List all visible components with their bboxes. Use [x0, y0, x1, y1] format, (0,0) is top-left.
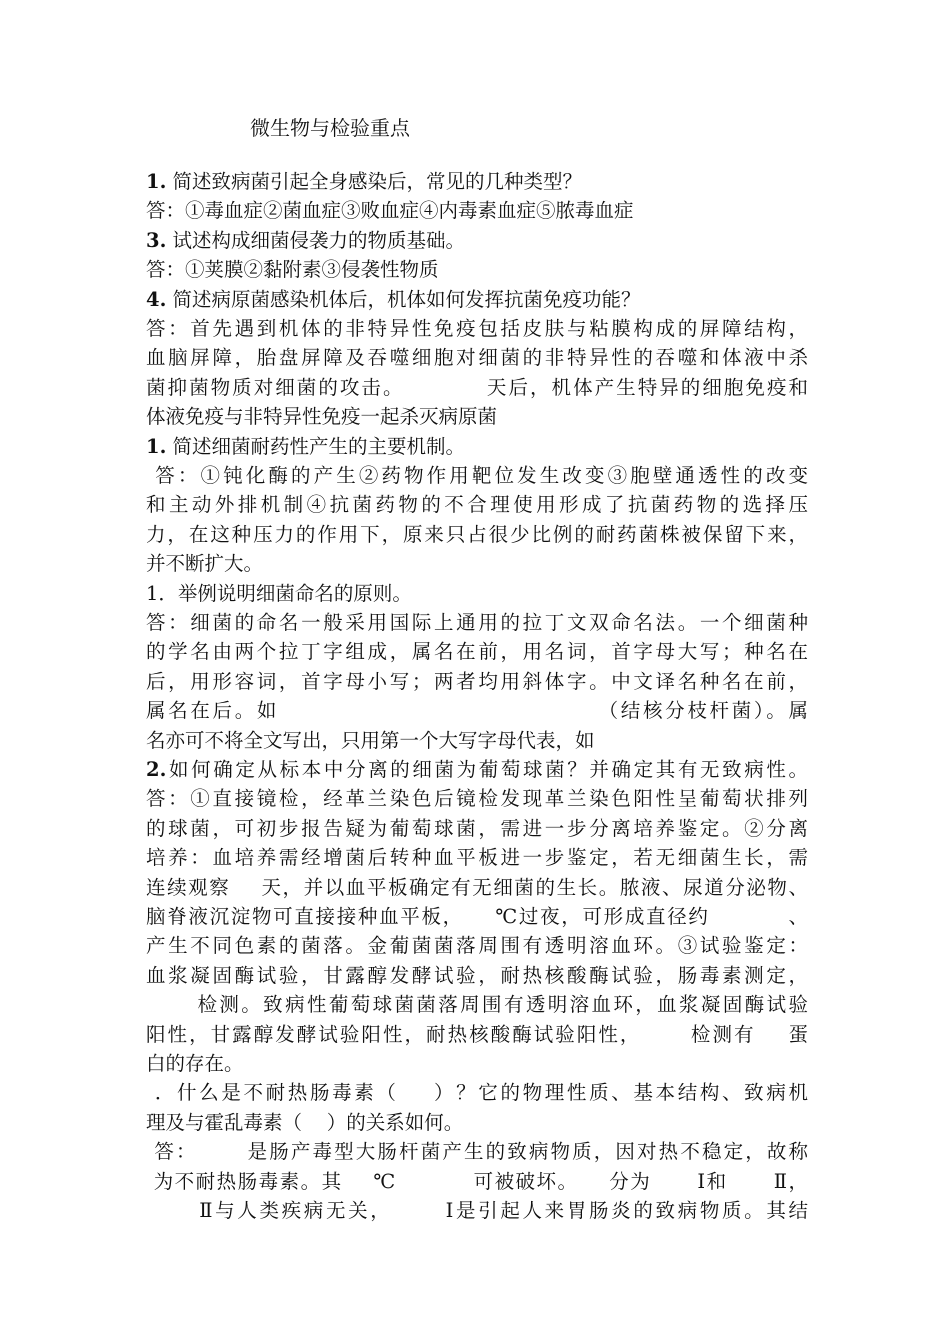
text-line: [146, 197, 634, 225]
text-line: [146, 1109, 463, 1137]
text-line: [146, 697, 808, 725]
text-line: [146, 815, 808, 843]
line-text: 答：首先遇到机体的非特异性免疫包括皮肤与粘膜构成的屏障结构，: [146, 317, 808, 340]
line-text: 的学名由两个拉丁字组成，属名在前，用名词，首字母大写；种名在: [146, 640, 808, 664]
text-line: [146, 168, 582, 196]
text-line: [146, 844, 808, 872]
line-text: 试述构成细菌侵袭力的物质基础。: [166, 228, 466, 252]
line-text: 血脑屏障，胎盘屏障及吞噬细胞对细菌的非特异性的吞噬和体液中杀: [146, 346, 808, 370]
text-line: [146, 315, 808, 343]
line-text: 和主动外排机制④抗菌药物的不合理使用形成了抗菌药物的选择压: [146, 493, 808, 517]
text-line: [146, 286, 641, 314]
line-text: Ⅱ与人类疾病无关， Ⅰ是引起人来胃肠炎的致病物质。其结: [146, 1199, 808, 1222]
line-text: 连续观察 天，并以血平板确定有无细菌的生长。脓液、尿道分泌物、: [146, 875, 808, 899]
text-line: [146, 433, 465, 461]
text-line: [146, 491, 808, 519]
text-line: [146, 785, 808, 813]
line-text: 答：①钝化酶的产生②药物作用靶位发生改变③胞壁通透性的改变: [146, 464, 808, 487]
text-line: [146, 462, 808, 490]
line-text: 后，用形容词，首字母小写；两者均用斜体字。中文译名种名在前，: [146, 669, 808, 693]
line-text: 培养：血培养需经增菌后转种血平板进一步鉴定，若无细菌生长，需: [146, 846, 808, 870]
line-text: 理及与霍乱毒素（ ）的关系如何。: [146, 1110, 464, 1134]
line-text: 血浆凝固酶试验，甘露醇发酵试验，耐热核酸酶试验，肠毒素测定，: [146, 963, 808, 987]
text-line: [146, 756, 808, 784]
line-text: 答：细菌的命名一般采用国际上通用的拉丁文双命名法。一个细菌种: [146, 611, 808, 634]
line-text: 答：①荚膜②黏附素③侵袭性物质: [146, 258, 439, 282]
text-line: [146, 668, 808, 696]
text-line: [146, 521, 808, 549]
line-text: 阳性，甘露醇发酵试验阳性，耐热核酸酶试验阳性， 检测有 蛋: [146, 1022, 808, 1046]
question-number: 1.: [146, 170, 167, 193]
text-line: [146, 962, 808, 990]
text-line: [146, 256, 439, 284]
text-line: [146, 903, 808, 931]
line-text: 如何确定从标本中分离的细菌为葡萄球菌？并确定其有无致病性。: [166, 758, 808, 781]
text-line: [146, 550, 263, 578]
text-line: [146, 727, 595, 755]
text-line: [146, 1050, 244, 1078]
text-line: [146, 932, 808, 960]
line-text: ．什么是不耐热肠毒素（ ）？它的物理性质、基本结构、致病机: [146, 1081, 808, 1105]
line-text: 并不断扩大。: [146, 552, 264, 576]
text-line: [146, 1168, 808, 1196]
line-text: 脑脊液沉淀物可直接接种血平板， ℃过夜，可形成直径约 、: [146, 905, 808, 928]
text-line: [146, 1197, 808, 1225]
text-line: [146, 1021, 808, 1049]
line-text: 体液免疫与非特异性免疫一起杀灭病原菌: [146, 405, 498, 429]
line-text: 白的存在。: [146, 1052, 244, 1075]
line-text: 简述细菌耐药性产生的主要机制。: [166, 434, 466, 458]
line-text: 简述致病菌引起全身感染后，常见的几种类型？: [166, 170, 583, 193]
question-number: 1.: [146, 434, 167, 458]
text-line: [146, 1138, 808, 1166]
line-text: 菌抑菌物质对细菌的攻击。 天后，机体产生特异的细胞免疫和: [146, 375, 808, 399]
text-line: [146, 403, 497, 431]
text-line: [146, 1079, 808, 1107]
text-line: [146, 227, 465, 255]
line-text: 力，在这种压力的作用下，原来只占很少比例的耐药菌株被保留下来，: [146, 522, 808, 546]
text-line: [146, 580, 412, 608]
text-line: [146, 991, 808, 1019]
line-text: 1．举例说明细菌命名的原则。: [146, 581, 412, 605]
question-number: 2.: [146, 758, 167, 781]
line-text: 答：①直接镜检，经革兰染色后镜检发现革兰染色阳性呈葡萄状排列: [146, 787, 808, 811]
question-number: 3.: [146, 228, 167, 252]
text-line: [146, 609, 808, 637]
line-text: 检测。致病性葡萄球菌菌落周围有透明溶血环，血浆凝固酶试验: [146, 993, 808, 1017]
line-text: 答： 是肠产毒型大肠杆菌产生的致病物质，因对热不稳定，故称: [146, 1140, 808, 1164]
line-text: 简述病原菌感染机体后，机体如何发挥抗菌免疫功能？: [166, 287, 641, 311]
text-line: [146, 344, 808, 372]
text-line: [146, 874, 808, 902]
text-line: [146, 374, 808, 402]
document-title: 微生物与检验重点: [250, 116, 410, 140]
line-text: 属名在后。如 （结核分枝杆菌）。属: [146, 699, 808, 723]
line-text: 的球菌，可初步报告疑为葡萄球菌，需进一步分离培养鉴定。②分离: [146, 816, 808, 840]
line-text: 产生不同色素的菌落。金葡菌菌落周围有透明溶血环。③试验鉴定：: [146, 934, 808, 958]
text-line: [146, 638, 808, 666]
line-text: 答：①毒血症②菌血症③败血症④内毒素血症⑤脓毒血症: [146, 199, 634, 223]
question-number: 4.: [146, 287, 167, 311]
line-text: 名亦可不将全文写出，只用第一个大写字母代表，如: [146, 728, 595, 752]
line-text: 为不耐热肠毒素。其 ℃ 可被破坏。 分为 Ⅰ和 Ⅱ，: [146, 1169, 808, 1193]
